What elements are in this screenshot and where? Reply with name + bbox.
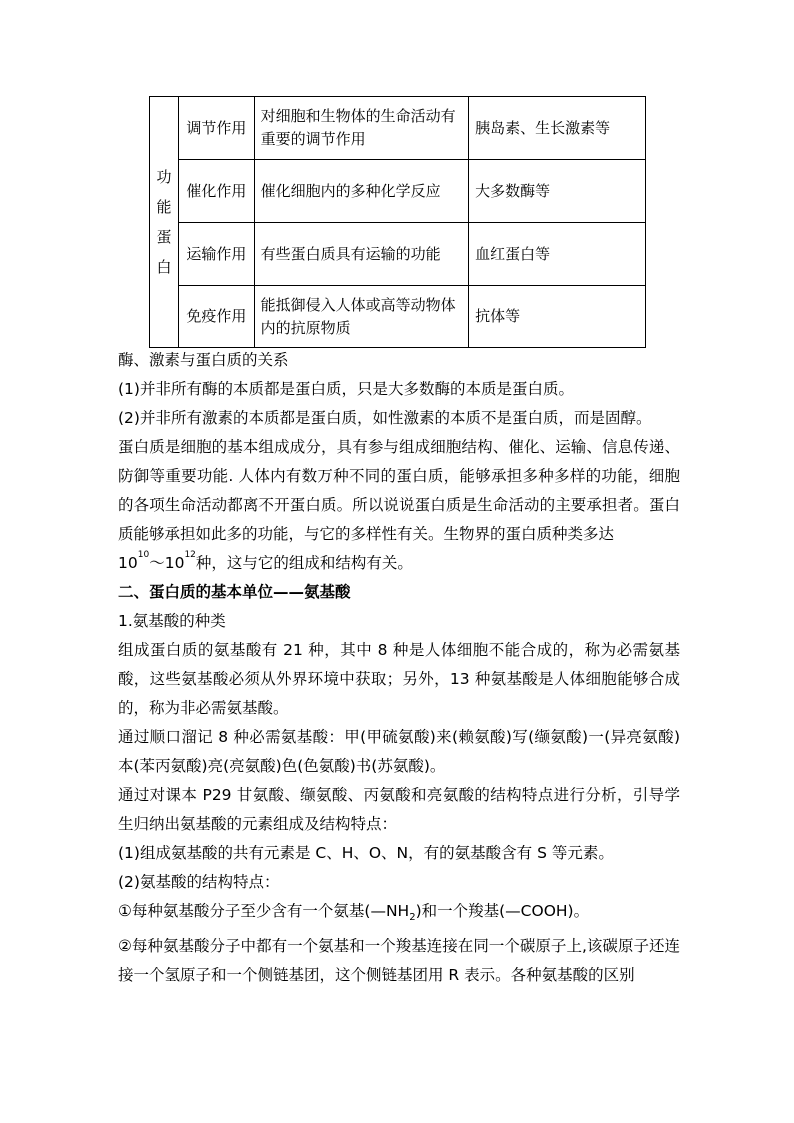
subsection-heading: 1.氨基酸的种类 [118, 612, 226, 630]
point-1: (1)组成氨基酸的共有元素是 C、H、O、N，有的氨基酸含有 S 等元素。 [118, 844, 614, 862]
function-desc-cell: 能抵御侵入人体或高等动物体内的抗原物质 [254, 286, 469, 348]
enzyme-point-2: (2)并非所有激素的本质都是蛋白质，如性激素的本质不是蛋白质，而是固醇。 [118, 409, 652, 427]
mnemonic-paragraph: 通过顺口溜记 8 种必需氨基酸：甲(甲硫氨酸)来(赖氨酸)写(缬氨酸)一(异亮氨酸)本(苯丙氨酸)亮(亮氨酸)色(色氨酸)书(苏氨酸)。 [118, 728, 680, 775]
section-heading: 二、蛋白质的基本单位——氨基酸 [118, 583, 351, 601]
range-tilde: ～ [149, 554, 165, 572]
circle-point-1-text: ①每种氨基酸分子至少含有一个氨基(—NH [118, 902, 410, 920]
protein-paragraph-end: 种，这与它的组成和结构有关。 [195, 554, 413, 572]
circle-point-2: ②每种氨基酸分子中都有一个氨基和一个羧基连接在同一个碳原子上,该碳原子还连接一个氢原子和一个侧链基团，这个侧链基团用 R 表示。各种氨基酸的区别 [118, 937, 680, 985]
function-example-cell: 抗体等 [469, 286, 646, 348]
protein-count-base: 10 [164, 554, 185, 572]
body-text [118, 346, 680, 990]
function-example-cell: 血红蛋白等 [469, 223, 646, 286]
enzyme-relation-title: 酶、激素与蛋白质的关系 [118, 351, 289, 369]
protein-paragraph [118, 433, 680, 578]
circle-point-1 [118, 897, 680, 932]
subscript: 2 [409, 912, 416, 924]
function-desc-cell: 对细胞和生物体的生命活动有重要的调节作用 [254, 97, 469, 160]
point-2: (2)氨基酸的结构特点： [118, 873, 280, 891]
amino-acid-paragraph: 组成蛋白质的氨基酸有 21 种，其中 8 种是人体细胞不能合成的，称为必需氨基酸，这些氨基酸必须从外界环境中获取；另外，13 种氨基酸是人体细胞能够合成的，称为非必需氨基酸。 [118, 641, 680, 717]
category-char: 白 [156, 258, 172, 276]
function-name-cell: 运输作用 [179, 223, 254, 286]
protein-count-base: 10 [118, 554, 138, 572]
function-example-cell: 胰岛素、生长激素等 [469, 97, 646, 160]
table-row [150, 223, 646, 286]
function-name-cell: 免疫作用 [179, 286, 254, 348]
function-name-cell: 催化作用 [179, 160, 254, 223]
category-char: 功 [156, 168, 172, 186]
protein-function-table [149, 96, 646, 348]
table-row [150, 286, 646, 348]
category-char: 蛋 [156, 228, 172, 246]
category-cell [150, 97, 179, 348]
function-name-cell: 调节作用 [179, 97, 254, 160]
function-desc-cell: 有些蛋白质具有运输的功能 [254, 223, 469, 286]
protein-count-exponent: 10 [137, 550, 150, 560]
textbook-paragraph: 通过对课本 P29 甘氨酸、缬氨酸、丙氨酸和亮氨酸的结构特点进行分析，引导学生归纳出氨基酸的元素组成及结构特点： [118, 786, 680, 833]
category-char: 能 [156, 198, 172, 216]
protein-count-exponent: 12 [184, 550, 196, 560]
enzyme-point-1: (1)并非所有酶的本质都是蛋白质，只是大多数酶的本质是蛋白质。 [118, 380, 574, 398]
function-desc-cell: 催化细胞内的多种化学反应 [254, 160, 469, 223]
circle-point-1-end: )和一个羧基(—COOH)。 [415, 902, 590, 920]
function-example-cell: 大多数酶等 [469, 160, 646, 223]
table-row [150, 97, 646, 160]
table-row [150, 160, 646, 223]
protein-paragraph-text: 蛋白质是细胞的基本组成成分，具有参与组成细胞结构、催化、运输、信息传递、防御等重要功能. 人体内有数万种不同的蛋白质，能够承担多种多样的功能，细胞的各项生命活动都离不开蛋白质。所以说说蛋白质是生命活动的主要承担者。蛋白质能够承担如此多的功能，与它的多样性有关。生物界的蛋白质种类多达 [118, 438, 680, 543]
